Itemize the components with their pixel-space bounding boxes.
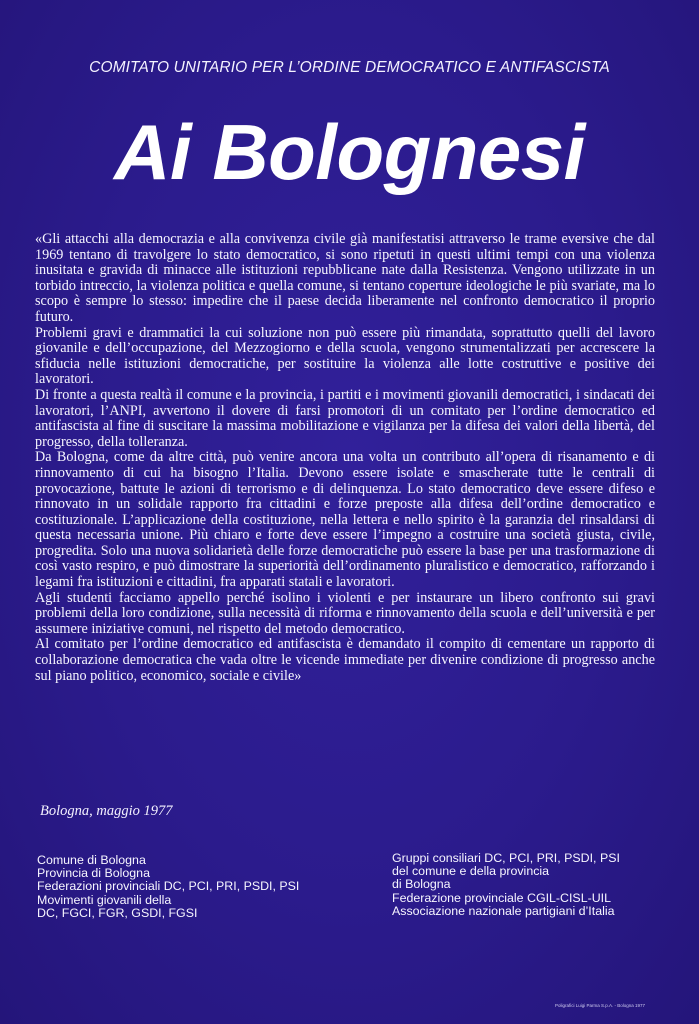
signatory-line: Federazione provinciale CGIL-CISL-UIL [392,890,611,905]
paragraph: Di fronte a questa realtà il comune e la provincia, i partiti e i movimenti giovanili democratici, i sindacati dei lavoratori, l’ANPI, avvertono il dovere di farsi promotori di un comitato per l’ordine democratico ed antifascista al fine di suscitare la massima mobilitazione e vigilanza per la difesa dei valori della libertà, del progresso, della tolleranza. [35,386,655,450]
signatory-line: Federazioni provinciali DC, PCI, PRI, PSDI, PSI [37,879,300,894]
signatory-line: del comune e della provincia [392,864,550,879]
place-date: Bologna, maggio 1977 [40,803,173,819]
signatory-line: Gruppi consiliari DC, PCI, PRI, PSDI, PSI [392,851,620,865]
appeal-text [35,232,655,684]
signatory-line: Associazione nazionale partigiani d’Italia [392,903,615,918]
paragraph: Da Bologna, come da altre città, può venire ancora una volta un contributo all’opera di risanamento e di rinnovamento di cui ha bisogno l’Italia. Devono essere isolate e smascherate tutte le centrali di provocazione, battute le azioni di terrorismo e di delinquenza. Lo stato democratico deve essere difeso e rinnovato in un solidale rapporto fra cittadini e forze preposte alla difesa dell’ordine democratico e costituzionale. L’applicazione della costituzione, nella lettera e nello spirito è la garanzia del rinsaldarsi di questa necessaria unione. Più chiaro e forte deve essere l’impegno a costruire una società giusta, civile, progredita. Solo una nuova solidarietà delle forze democratiche può essere la base per una trasformazione di così vasto respiro, e può dimostrare la superiorità dell’ordinamento pluralistico e democratico, rafforzando i legami fra istituzioni e cittadini, fra apparati statali e lavoratori. [35,449,655,591]
signatory-line: Comune di Bologna [37,853,146,867]
paragraph: Al comitato per l’ordine democratico ed antifascista è demandato il compito di cementare un rapporto di collaborazione democratica che vada oltre le vicende immediate per divenire condizione di progresso anche sul piano politico, economico, sociale e civile» [35,636,655,684]
signatory-line: Movimenti giovanili della [37,892,172,907]
committee-name: COMITATO UNITARIO PER L’ORDINE DEMOCRATICO E ANTIFASCISTA [89,59,610,76]
signatories-right [392,852,620,918]
paragraph: Problemi gravi e drammatici la cui soluzione non può essere più rimandata, soprattutto quelli del lavoro giovanile e dell’occupazione, del Mezzogiorno e della scuola, vengono strumentalizzati per accrescere la sfiducia nelle istituzioni democratiche, per sostituire la violenza alle lotte costruttive e positive dei lavoratori. [35,324,655,388]
signatory-line: DC, FGCI, FGR, GSDI, FGSI [37,905,198,920]
signatory-line: Provincia di Bologna [37,866,150,881]
printer-credit: Poligrafici Luigi Parma S.p.A. - Bologna 1977 [555,1003,646,1008]
paragraph: Agli studenti facciamo appello perché isolino i violenti e per instaurare un libero confronto sui gravi problemi della loro condizione, sulla necessità di riforma e rinnovamento della scuola e dell’università e per assumere iniziative comuni, nel rispetto del metodo democratico. [35,589,655,637]
signatories-left [37,854,299,920]
paragraph: «Gli attacchi alla democrazia e alla convivenza civile già manifestatisi attraverso le trame eversive che dal 1969 tentano di travolgere lo stato democratico, si sono ripetuti in questi ultimi tempi con una violenza inusitata e gravida di minacce alle istituzioni repubblicane nate dalla Resistenza. Vengono utilizzate in un torbido intreccio, la violenza politica e quella comune, si tentano coperture ideologiche le più svariate, ma lo scopo è sempre lo stesso: impedire che il paese decida liberamente nel confronto democratico il proprio futuro. [35,231,655,325]
signatory-line: di Bologna [392,877,451,892]
headline: Ai Bolognesi [114,108,585,196]
